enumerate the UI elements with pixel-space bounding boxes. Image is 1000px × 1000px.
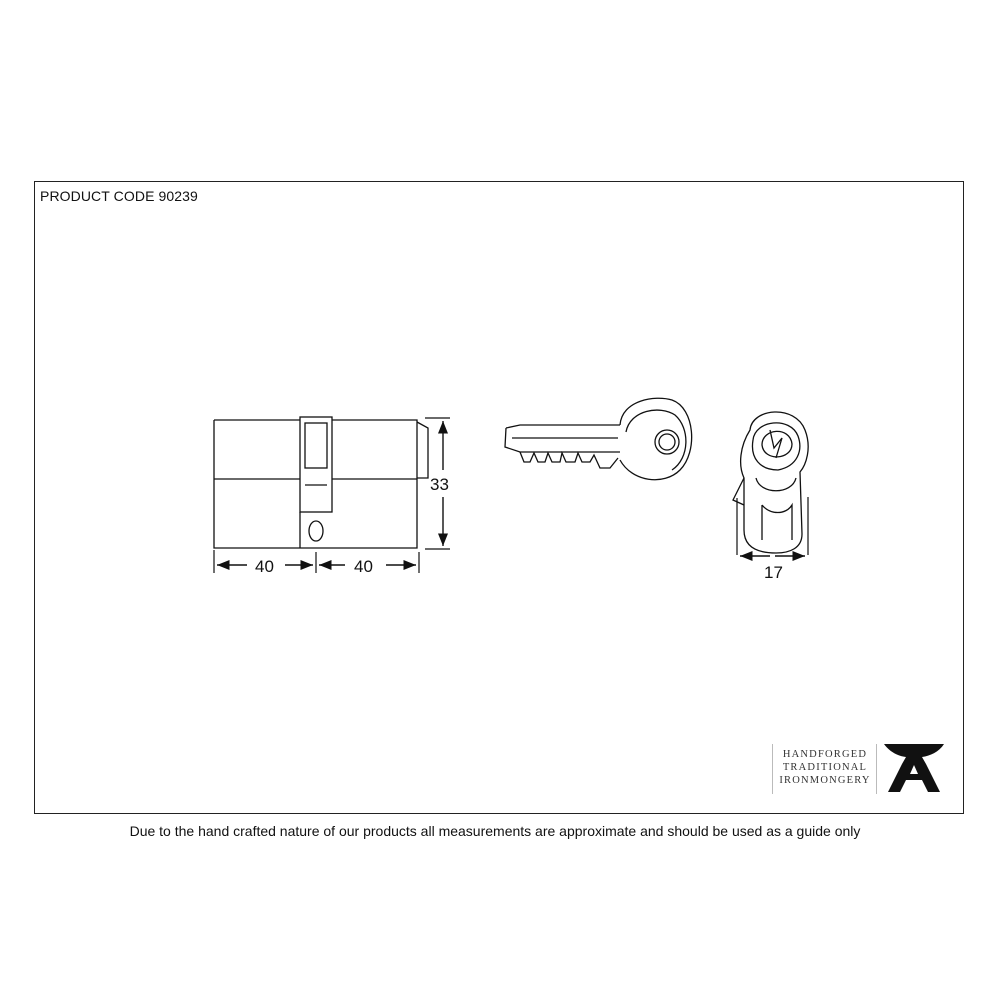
cylinder-side-view <box>214 417 428 548</box>
logo-divider-right <box>876 744 877 794</box>
disclaimer-text: Due to the hand crafted nature of our products all measurements are approximate and should be used as a guide only <box>129 823 861 839</box>
product-code: PRODUCT CODE 90239 <box>40 188 198 204</box>
logo-line-1: HANDFORGED <box>782 749 868 760</box>
cylinder-front-view <box>733 412 808 555</box>
right-length-label: 40 <box>354 557 373 576</box>
key-icon <box>505 398 692 479</box>
height-dimension-label: 33 <box>430 475 449 494</box>
logo-divider-left <box>772 744 773 794</box>
length-dimensions <box>214 550 419 573</box>
width-dimension-label: 17 <box>764 563 783 582</box>
anvil-icon <box>884 744 944 792</box>
logo-line-2: TRADITIONAL <box>782 762 868 773</box>
logo-line-3: IRONMONGERY <box>779 775 871 786</box>
left-length-label: 40 <box>255 557 274 576</box>
